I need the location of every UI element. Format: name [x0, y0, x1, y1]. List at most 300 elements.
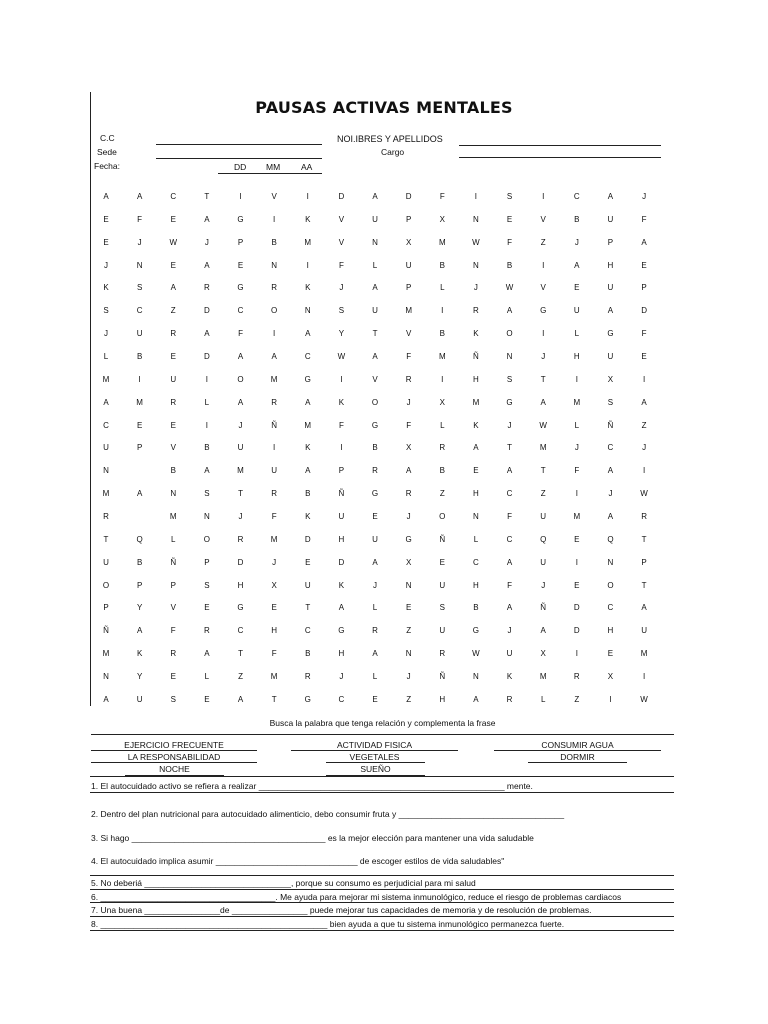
grid-letter[interactable]: K: [338, 580, 345, 590]
grid-letter[interactable]: I: [542, 260, 545, 270]
grid-letter[interactable]: F: [271, 649, 277, 659]
grid-letter[interactable]: E: [641, 352, 647, 362]
grid-letter[interactable]: Q: [607, 534, 614, 544]
grid-letter[interactable]: E: [574, 283, 580, 293]
question-7[interactable]: 7. Una buena ________________de ________________ puede mejorar tus capacidades de memoria y de resolución de problemas.: [91, 905, 592, 915]
grid-letter[interactable]: A: [607, 512, 614, 522]
grid-letter[interactable]: A: [204, 649, 210, 659]
grid-letter[interactable]: M: [136, 397, 143, 407]
grid-letter[interactable]: U: [607, 352, 614, 362]
grid-letter[interactable]: O: [271, 306, 278, 316]
grid-letter[interactable]: Y: [338, 329, 345, 339]
question-5[interactable]: 5. No deberiá _______________________________, porque su consumo es perjudicial para mi salud: [91, 878, 476, 888]
grid-letter[interactable]: J: [238, 512, 243, 522]
grid-letter[interactable]: V: [271, 192, 277, 201]
grid-letter[interactable]: T: [204, 192, 210, 201]
grid-letter[interactable]: T: [641, 580, 647, 590]
grid-letter[interactable]: I: [273, 329, 276, 339]
grid-letter[interactable]: X: [607, 374, 614, 384]
grid-letter[interactable]: R: [506, 694, 513, 704]
grid-letter[interactable]: U: [170, 374, 177, 384]
grid-letter[interactable]: J: [204, 237, 209, 247]
grid-letter[interactable]: D: [304, 534, 311, 544]
grid-letter[interactable]: M: [270, 672, 278, 682]
grid-letter[interactable]: H: [573, 352, 580, 362]
grid-letter[interactable]: E: [372, 694, 378, 704]
grid-letter[interactable]: E: [237, 260, 244, 270]
grid-letter[interactable]: V: [372, 374, 378, 384]
grid-letter[interactable]: A: [204, 329, 210, 339]
grid-letter[interactable]: G: [371, 420, 379, 430]
grid-letter[interactable]: S: [103, 306, 109, 316]
grid-letter[interactable]: B: [372, 443, 378, 453]
grid-letter[interactable]: C: [506, 489, 513, 499]
grid-letter[interactable]: R: [304, 672, 311, 682]
grid-letter[interactable]: X: [439, 214, 445, 224]
grid-letter[interactable]: G: [607, 329, 614, 339]
grid-letter[interactable]: E: [439, 557, 445, 567]
grid-letter[interactable]: U: [607, 283, 614, 293]
grid-letter[interactable]: E: [372, 512, 378, 522]
grid-letter[interactable]: E: [170, 420, 176, 430]
grid-letter[interactable]: U: [506, 649, 513, 659]
grid-letter[interactable]: H: [473, 489, 479, 499]
grid-letter[interactable]: Ñ: [607, 420, 614, 430]
grid-letter[interactable]: H: [473, 374, 479, 384]
grid-letter[interactable]: C: [607, 603, 614, 613]
question-8[interactable]: 8. ________________________________________________ bien ayuda a que tu sistema inmunológico permanezca fuerte.: [91, 919, 565, 929]
grid-letter[interactable]: C: [136, 306, 143, 316]
grid-letter[interactable]: E: [170, 352, 176, 362]
grid-letter[interactable]: B: [136, 352, 143, 362]
grid-letter[interactable]: A: [305, 466, 311, 476]
grid-letter[interactable]: B: [305, 489, 311, 499]
grid-letter[interactable]: B: [271, 237, 277, 247]
grid-letter[interactable]: J: [238, 420, 243, 430]
grid-letter[interactable]: A: [237, 397, 244, 407]
grid-letter[interactable]: U: [372, 306, 378, 316]
grid-letter[interactable]: I: [340, 374, 343, 384]
grid-letter[interactable]: A: [305, 397, 311, 407]
grid-letter[interactable]: K: [305, 214, 311, 224]
grid-letter[interactable]: G: [237, 283, 244, 293]
grid-letter[interactable]: K: [305, 512, 311, 522]
grid-letter[interactable]: M: [102, 489, 110, 499]
grid-letter[interactable]: Z: [641, 420, 647, 430]
grid-letter[interactable]: S: [204, 489, 210, 499]
grid-letter[interactable]: A: [607, 306, 614, 316]
grid-letter[interactable]: L: [440, 283, 445, 293]
grid-letter[interactable]: Ñ: [271, 420, 278, 430]
grid-letter[interactable]: L: [204, 397, 210, 407]
grid-letter[interactable]: U: [271, 466, 278, 476]
grid-letter[interactable]: M: [270, 374, 278, 384]
grid-letter[interactable]: U: [103, 557, 109, 567]
grid-letter[interactable]: G: [540, 306, 547, 316]
grid-letter[interactable]: V: [540, 214, 546, 224]
grid-letter[interactable]: X: [439, 397, 445, 407]
grid-letter[interactable]: A: [305, 329, 311, 339]
grid-letter[interactable]: J: [339, 283, 344, 293]
grid-letter[interactable]: G: [304, 374, 311, 384]
grid-letter[interactable]: A: [540, 397, 546, 407]
grid-letter[interactable]: U: [439, 626, 446, 636]
grid-letter[interactable]: B: [170, 466, 176, 476]
grid-letter[interactable]: M: [304, 237, 312, 247]
grid-letter[interactable]: R: [439, 649, 446, 659]
grid-letter[interactable]: E: [607, 649, 614, 659]
grid-letter[interactable]: I: [575, 489, 578, 499]
grid-letter[interactable]: J: [406, 512, 411, 522]
grid-letter[interactable]: L: [103, 352, 109, 362]
grid-letter[interactable]: P: [204, 557, 210, 567]
grid-letter[interactable]: S: [506, 374, 513, 384]
grid-letter[interactable]: J: [541, 352, 546, 362]
grid-letter[interactable]: K: [506, 672, 513, 682]
grid-letter[interactable]: A: [103, 694, 109, 704]
grid-letter[interactable]: N: [170, 489, 177, 499]
grid-letter[interactable]: A: [170, 283, 176, 293]
grid-letter[interactable]: J: [642, 443, 647, 453]
grid-letter[interactable]: G: [237, 603, 244, 613]
grid-letter[interactable]: R: [372, 626, 378, 636]
grid-letter[interactable]: N: [271, 260, 278, 270]
grid-letter[interactable]: N: [473, 214, 479, 224]
grid-letter[interactable]: A: [506, 306, 513, 316]
question-2[interactable]: 2. Dentro del plan nutricional para autocuidado alimenticio, debo consumir fruta y ___________________________________: [91, 809, 565, 819]
grid-letter[interactable]: M: [539, 443, 547, 453]
grid-letter[interactable]: Z: [439, 489, 445, 499]
grid-letter[interactable]: A: [506, 603, 513, 613]
grid-letter[interactable]: A: [641, 397, 647, 407]
grid-letter[interactable]: N: [607, 557, 614, 567]
grid-letter[interactable]: S: [170, 694, 176, 704]
grid-letter[interactable]: A: [136, 489, 143, 499]
grid-letter[interactable]: G: [338, 626, 345, 636]
grid-letter[interactable]: K: [305, 283, 311, 293]
fecha-field-line[interactable]: [218, 173, 322, 174]
grid-letter[interactable]: D: [338, 192, 345, 201]
grid-letter[interactable]: P: [641, 557, 647, 567]
grid-letter[interactable]: I: [542, 192, 545, 201]
grid-letter[interactable]: U: [439, 580, 446, 590]
grid-letter[interactable]: K: [103, 283, 109, 293]
grid-letter[interactable]: D: [203, 352, 210, 362]
grid-letter[interactable]: T: [103, 534, 109, 544]
grid-letter[interactable]: F: [137, 214, 143, 224]
grid-letter[interactable]: C: [103, 420, 109, 430]
grid-letter[interactable]: I: [306, 260, 309, 270]
grid-letter[interactable]: H: [473, 580, 479, 590]
grid-letter[interactable]: L: [372, 603, 378, 613]
grid-letter[interactable]: H: [271, 626, 278, 636]
grid-letter[interactable]: T: [372, 329, 378, 339]
grid-letter[interactable]: G: [304, 694, 311, 704]
grid-letter[interactable]: R: [237, 534, 244, 544]
grid-letter[interactable]: M: [539, 672, 547, 682]
grid-letter[interactable]: F: [338, 260, 344, 270]
grid-letter[interactable]: Q: [136, 534, 143, 544]
grid-letter[interactable]: O: [371, 397, 379, 407]
grid-letter[interactable]: F: [238, 329, 243, 339]
grid-letter[interactable]: I: [609, 694, 612, 704]
grid-letter[interactable]: B: [305, 649, 311, 659]
grid-letter[interactable]: M: [438, 352, 446, 362]
grid-letter[interactable]: F: [641, 214, 647, 224]
grid-letter[interactable]: I: [441, 374, 444, 384]
grid-letter[interactable]: I: [205, 374, 208, 384]
grid-letter[interactable]: G: [371, 489, 379, 499]
grid-letter[interactable]: C: [304, 626, 311, 636]
grid-letter[interactable]: T: [540, 466, 546, 476]
grid-letter[interactable]: Z: [406, 694, 412, 704]
grid-letter[interactable]: N: [473, 512, 479, 522]
grid-letter[interactable]: D: [203, 306, 210, 316]
grid-letter[interactable]: I: [542, 329, 545, 339]
grid-letter[interactable]: M: [472, 397, 480, 407]
grid-letter[interactable]: Z: [540, 489, 546, 499]
sede-field-line[interactable]: [156, 158, 322, 159]
grid-letter[interactable]: I: [642, 374, 646, 384]
grid-letter[interactable]: W: [539, 420, 547, 430]
grid-letter[interactable]: M: [573, 512, 581, 522]
grid-letter[interactable]: O: [203, 534, 210, 544]
grid-letter[interactable]: A: [136, 626, 143, 636]
grid-letter[interactable]: H: [439, 694, 446, 704]
grid-letter[interactable]: V: [338, 214, 345, 224]
grid-letter[interactable]: E: [574, 580, 580, 590]
grid-letter[interactable]: R: [271, 283, 278, 293]
grid-letter[interactable]: J: [574, 443, 579, 453]
grid-letter[interactable]: T: [507, 443, 512, 453]
grid-letter[interactable]: M: [438, 237, 446, 247]
grid-letter[interactable]: K: [136, 649, 143, 659]
grid-letter[interactable]: L: [372, 260, 378, 270]
grid-letter[interactable]: C: [506, 534, 513, 544]
grid-letter[interactable]: G: [506, 397, 513, 407]
grid-letter[interactable]: A: [473, 694, 479, 704]
grid-letter[interactable]: E: [305, 557, 311, 567]
grid-letter[interactable]: W: [505, 283, 514, 293]
grid-letter[interactable]: D: [573, 603, 580, 613]
grid-letter[interactable]: R: [405, 374, 412, 384]
grid-letter[interactable]: Y: [136, 603, 143, 613]
grid-letter[interactable]: J: [373, 580, 378, 590]
grid-letter[interactable]: D: [641, 306, 647, 316]
grid-letter[interactable]: L: [171, 534, 176, 544]
cc-field-line[interactable]: [156, 144, 322, 145]
grid-letter[interactable]: D: [338, 557, 345, 567]
grid-letter[interactable]: B: [439, 329, 445, 339]
grid-letter[interactable]: N: [136, 260, 143, 270]
grid-letter[interactable]: A: [641, 237, 647, 247]
grid-letter[interactable]: U: [540, 557, 547, 567]
grid-letter[interactable]: R: [170, 397, 177, 407]
grid-letter[interactable]: J: [642, 192, 647, 201]
grid-letter[interactable]: R: [372, 466, 378, 476]
grid-letter[interactable]: L: [473, 534, 479, 544]
grid-letter[interactable]: R: [473, 306, 479, 316]
grid-letter[interactable]: T: [641, 534, 647, 544]
grid-letter[interactable]: A: [237, 694, 244, 704]
grid-letter[interactable]: X: [405, 557, 412, 567]
grid-letter[interactable]: N: [506, 352, 513, 362]
grid-letter[interactable]: I: [642, 672, 646, 682]
grid-letter[interactable]: P: [136, 443, 143, 453]
grid-letter[interactable]: F: [271, 512, 277, 522]
grid-letter[interactable]: W: [337, 352, 346, 362]
grid-letter[interactable]: J: [104, 329, 108, 339]
grid-letter[interactable]: Z: [540, 237, 546, 247]
grid-letter[interactable]: S: [439, 603, 445, 613]
grid-letter[interactable]: I: [340, 443, 343, 453]
grid-letter[interactable]: U: [103, 443, 109, 453]
grid-letter[interactable]: A: [103, 397, 109, 407]
grid-letter[interactable]: O: [506, 329, 513, 339]
question-1[interactable]: 1. El autocuidado activo se refiera a realizar ____________________________________________________ mente.: [91, 781, 533, 791]
grid-letter[interactable]: A: [473, 443, 479, 453]
grid-letter[interactable]: K: [338, 397, 345, 407]
grid-letter[interactable]: X: [405, 237, 412, 247]
grid-letter[interactable]: M: [102, 374, 110, 384]
grid-letter[interactable]: A: [271, 352, 277, 362]
grid-letter[interactable]: D: [405, 192, 412, 201]
grid-letter[interactable]: F: [507, 512, 512, 522]
grid-letter[interactable]: J: [541, 580, 546, 590]
grid-letter[interactable]: J: [104, 260, 108, 270]
grid-letter[interactable]: G: [472, 626, 480, 636]
grid-letter[interactable]: Z: [406, 626, 412, 636]
grid-letter[interactable]: I: [575, 557, 578, 567]
grid-letter[interactable]: Ñ: [473, 352, 479, 362]
grid-letter[interactable]: E: [574, 534, 580, 544]
grid-letter[interactable]: A: [204, 214, 210, 224]
grid-letter[interactable]: A: [136, 192, 143, 201]
grid-letter[interactable]: A: [506, 557, 513, 567]
grid-letter[interactable]: L: [440, 420, 445, 430]
grid-letter[interactable]: P: [136, 580, 143, 590]
grid-letter[interactable]: O: [102, 580, 110, 590]
grid-letter[interactable]: A: [338, 603, 345, 613]
grid-letter[interactable]: X: [405, 443, 412, 453]
grid-letter[interactable]: U: [641, 626, 647, 636]
grid-letter[interactable]: L: [574, 420, 580, 430]
grid-letter[interactable]: F: [507, 237, 512, 247]
grid-letter[interactable]: Ñ: [170, 557, 177, 567]
grid-letter[interactable]: M: [640, 649, 648, 659]
grid-letter[interactable]: S: [338, 306, 345, 316]
grid-letter[interactable]: E: [473, 466, 479, 476]
grid-letter[interactable]: R: [641, 512, 647, 522]
grid-letter[interactable]: I: [273, 443, 276, 453]
grid-letter[interactable]: E: [103, 214, 109, 224]
grid-letter[interactable]: C: [237, 626, 244, 636]
grid-letter[interactable]: M: [270, 534, 278, 544]
grid-letter[interactable]: C: [607, 443, 614, 453]
grid-letter[interactable]: N: [103, 672, 109, 682]
grid-letter[interactable]: U: [405, 260, 412, 270]
grid-letter[interactable]: U: [338, 512, 345, 522]
grid-letter[interactable]: O: [237, 374, 244, 384]
grid-letter[interactable]: T: [238, 489, 243, 499]
question-3[interactable]: 3. Si hago _________________________________________ es la mejor elección para mantener una vida saludable: [91, 833, 534, 843]
grid-letter[interactable]: I: [575, 649, 578, 659]
grid-letter[interactable]: U: [372, 534, 378, 544]
grid-letter[interactable]: I: [474, 192, 478, 201]
grid-letter[interactable]: U: [136, 694, 143, 704]
grid-letter[interactable]: R: [170, 329, 177, 339]
grid-letter[interactable]: J: [339, 672, 344, 682]
grid-letter[interactable]: W: [472, 649, 480, 659]
grid-letter[interactable]: E: [204, 694, 210, 704]
grid-letter[interactable]: B: [473, 603, 479, 613]
grid-letter[interactable]: N: [203, 512, 210, 522]
grid-letter[interactable]: P: [170, 580, 176, 590]
grid-letter[interactable]: E: [103, 237, 109, 247]
grid-letter[interactable]: H: [338, 534, 345, 544]
grid-letter[interactable]: T: [540, 374, 546, 384]
grid-letter[interactable]: L: [540, 694, 546, 704]
grid-letter[interactable]: C: [338, 694, 345, 704]
grid-letter[interactable]: A: [405, 466, 412, 476]
grid-letter[interactable]: A: [372, 352, 378, 362]
grid-letter[interactable]: U: [540, 512, 547, 522]
grid-letter[interactable]: B: [439, 260, 445, 270]
grid-letter[interactable]: L: [204, 672, 210, 682]
grid-letter[interactable]: P: [237, 237, 244, 247]
grid-letter[interactable]: I: [205, 420, 208, 430]
grid-letter[interactable]: N: [304, 306, 311, 316]
grid-letter[interactable]: C: [304, 352, 311, 362]
grid-letter[interactable]: Ñ: [439, 534, 446, 544]
grid-letter[interactable]: G: [237, 214, 244, 224]
grid-letter[interactable]: U: [136, 329, 143, 339]
grid-letter[interactable]: M: [102, 649, 110, 659]
grid-letter[interactable]: S: [136, 283, 143, 293]
grid-letter[interactable]: A: [103, 192, 109, 201]
grid-letter[interactable]: E: [641, 260, 647, 270]
grid-letter[interactable]: V: [338, 237, 345, 247]
grid-letter[interactable]: A: [204, 260, 210, 270]
grid-letter[interactable]: W: [640, 694, 648, 704]
grid-letter[interactable]: X: [271, 580, 277, 590]
grid-letter[interactable]: A: [540, 626, 546, 636]
grid-letter[interactable]: P: [641, 283, 647, 293]
grid-letter[interactable]: J: [507, 420, 512, 430]
grid-letter[interactable]: J: [137, 237, 142, 247]
grid-letter[interactable]: N: [473, 672, 479, 682]
grid-letter[interactable]: P: [103, 603, 109, 613]
grid-letter[interactable]: A: [204, 466, 210, 476]
grid-letter[interactable]: A: [372, 649, 378, 659]
grid-letter[interactable]: V: [170, 443, 176, 453]
grid-letter[interactable]: U: [237, 443, 244, 453]
grid-letter[interactable]: A: [372, 192, 378, 201]
grid-letter[interactable]: V: [170, 603, 176, 613]
grid-letter[interactable]: M: [304, 420, 312, 430]
grid-letter[interactable]: N: [372, 237, 378, 247]
grid-letter[interactable]: Y: [136, 672, 143, 682]
grid-letter[interactable]: A: [574, 260, 580, 270]
grid-letter[interactable]: Z: [238, 672, 243, 682]
grid-letter[interactable]: A: [607, 466, 614, 476]
grid-letter[interactable]: J: [507, 626, 512, 636]
grid-letter[interactable]: A: [506, 466, 513, 476]
grid-letter[interactable]: W: [472, 237, 480, 247]
grid-letter[interactable]: B: [136, 557, 143, 567]
grid-letter[interactable]: V: [405, 329, 412, 339]
grid-letter[interactable]: T: [238, 649, 243, 659]
